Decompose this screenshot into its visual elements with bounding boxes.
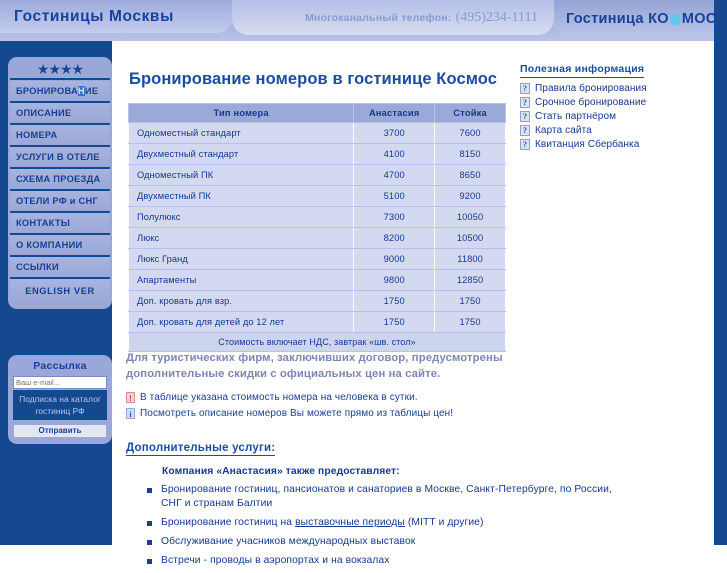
extra-service-link[interactable]: выставочные периоды — [295, 517, 405, 528]
cell-price-stoika: 8650 — [435, 165, 506, 186]
cell-price-stoika: 1750 — [435, 291, 506, 312]
table-row[interactable] — [129, 291, 506, 312]
column-header-stoika: Стойка — [435, 104, 506, 123]
info-icon: i — [126, 408, 135, 419]
bullet-square-icon — [147, 488, 152, 493]
note-text: В таблице указана стоимость номера на человека в сутки. — [140, 392, 418, 403]
cosmos-dot-icon — [670, 14, 681, 25]
cell-room-type: Полулюкс — [129, 207, 354, 228]
sidebar-item-label: ОПИСАНИЕ — [16, 108, 72, 118]
menu-items-container — [8, 81, 112, 303]
phone-label: Многоканальный телефон: — [305, 11, 452, 24]
table-header-row — [129, 104, 506, 123]
sidebar-item-label: БРОНИРОВАНИЕ — [16, 86, 99, 96]
cell-price-stoika: 7600 — [435, 123, 506, 144]
cell-price-anastasia: 1750 — [354, 312, 435, 333]
table-row[interactable] — [129, 207, 506, 228]
extra-service-item — [147, 554, 617, 568]
extra-service-text: Обслуживание учасников международных выставок — [161, 536, 416, 547]
question-mark-icon: ? — [520, 83, 530, 94]
cell-room-type: Люкс Гранд — [129, 249, 354, 270]
page-title: Бронирование номеров в гостинице Космос — [129, 70, 498, 89]
cell-price-anastasia: 4100 — [354, 144, 435, 165]
hotel-name-suffix: МОС — [681, 11, 717, 27]
useful-info-link-label: Стать партнёром — [535, 111, 617, 122]
column-header-anastasia: Анастасия — [354, 104, 435, 123]
header-band — [0, 0, 727, 41]
cell-price-anastasia: 1750 — [354, 291, 435, 312]
main-content-area — [112, 41, 714, 566]
sidebar-item-label: ССЫЛКИ — [16, 262, 59, 272]
useful-info-link-label: Срочное бронирование — [535, 97, 647, 108]
useful-info-link-label: Правила бронирования — [535, 83, 647, 94]
cell-price-anastasia: 5100 — [354, 186, 435, 207]
cell-price-stoika: 8150 — [435, 144, 506, 165]
sidebar-item-label: УСЛУГИ В ОТЕЛЕ — [16, 152, 100, 162]
main-navigation-menu — [8, 57, 112, 309]
sidebar-item-8[interactable] — [10, 257, 110, 279]
sidebar-item-1[interactable] — [10, 103, 110, 125]
extra-service-text[interactable]: Бронирование гостиниц на выставочные периоды (MITT и другие) — [161, 517, 484, 528]
note-row — [126, 407, 546, 420]
cell-price-stoika: 12850 — [435, 270, 506, 291]
cell-room-type: Доп. кровать для взр. — [129, 291, 354, 312]
cell-room-type: Люкс — [129, 228, 354, 249]
cell-price-anastasia: 9800 — [354, 270, 435, 291]
price-table — [128, 103, 506, 352]
phone-number: (495)234-1111 — [455, 9, 538, 25]
sidebar-item-5[interactable] — [10, 191, 110, 213]
extra-services-subtitle: Компания «Анастасия» также предоставляет: — [162, 466, 400, 477]
cell-price-stoika: 10500 — [435, 228, 506, 249]
sidebar-item-label: ОТЕЛИ РФ и СНГ — [16, 196, 98, 206]
cell-price-anastasia: 7300 — [354, 207, 435, 228]
question-mark-icon: ? — [520, 111, 530, 122]
useful-info-link-row[interactable] — [520, 83, 700, 94]
useful-info-link-label: Карта сайта — [535, 125, 592, 136]
sidebar-item-9[interactable] — [10, 279, 110, 303]
cell-price-stoika: 11800 — [435, 249, 506, 270]
sidebar-item-6[interactable] — [10, 213, 110, 235]
warning-icon: ! — [126, 392, 135, 403]
table-row[interactable] — [129, 144, 506, 165]
hotel-name — [566, 11, 717, 27]
cell-price-anastasia: 3700 — [354, 123, 435, 144]
star-rating — [10, 60, 110, 80]
cell-room-type: Доп. кровать для детей до 12 лет — [129, 312, 354, 333]
cell-price-anastasia: 8200 — [354, 228, 435, 249]
useful-info-link-row[interactable] — [520, 139, 700, 150]
table-row[interactable] — [129, 186, 506, 207]
cell-room-type: Двухместный ПК — [129, 186, 354, 207]
price-table-body — [129, 123, 506, 352]
hotel-name-prefix: Гостиница КО — [566, 11, 669, 27]
cell-price-anastasia: 4700 — [354, 165, 435, 186]
sidebar-item-4[interactable] — [10, 169, 110, 191]
cell-room-type: Двухместный стандарт — [129, 144, 354, 165]
table-row[interactable] — [129, 270, 506, 291]
useful-info-box — [520, 59, 700, 153]
table-footer-note: Стоимость включает НДС, завтрак «шв. стол» — [129, 333, 506, 352]
extra-service-item — [147, 483, 617, 511]
sidebar-item-3[interactable] — [10, 147, 110, 169]
column-header-type: Тип номера — [129, 104, 354, 123]
sidebar-item-label: СХЕМА ПРОЕЗДА — [16, 174, 101, 184]
sidebar-item-2[interactable] — [10, 125, 110, 147]
newsletter-title: Рассылка — [33, 360, 87, 372]
newsletter-panel — [8, 355, 112, 444]
extra-service-item — [147, 535, 617, 549]
extra-service-text: Бронирование гостиниц, пансионатов и санаториев в Москве, Санкт-Петербурге, по России, СНГ и странам Балтии — [161, 484, 612, 509]
bullet-square-icon — [147, 559, 152, 564]
note-text: Посмотреть описание номеров Вы можете прямо из таблицы цен! — [140, 408, 454, 419]
useful-info-links — [520, 83, 700, 150]
table-row[interactable] — [129, 249, 506, 270]
useful-info-link-row[interactable] — [520, 111, 700, 122]
extra-services-list — [147, 483, 617, 573]
right-blue-strip — [714, 41, 727, 545]
left-sidebar-background-lower — [0, 41, 8, 545]
useful-info-link-row[interactable] — [520, 125, 700, 136]
table-row[interactable] — [129, 228, 506, 249]
extra-service-text: Встречи - проводы в аэропортах и на вокзалах — [161, 555, 390, 566]
promo-text: Для туристических фирм, заключивших договор, предусмотрены дополнительные скидки с официальных цен на сайте. — [126, 352, 503, 381]
brand-tab[interactable] — [0, 0, 232, 33]
extra-services-title: Дополнительные услуги: — [126, 442, 276, 454]
newsletter-description: Подписка на каталог гостиниц РФ — [13, 390, 107, 420]
hotel-name-tab[interactable] — [554, 0, 717, 38]
notes-list — [126, 391, 546, 423]
sidebar-item-7[interactable] — [10, 235, 110, 257]
sidebar-item-label: КОНТАКТЫ — [16, 218, 71, 228]
bullet-square-icon — [147, 521, 152, 526]
question-mark-icon: ? — [520, 97, 530, 108]
table-footer-row — [129, 333, 506, 352]
sidebar-item-label: О КОМПАНИИ — [16, 240, 83, 250]
question-mark-icon: ? — [520, 125, 530, 136]
useful-info-title: Полезная информация — [520, 63, 644, 78]
cell-room-type: Одноместный ПК — [129, 165, 354, 186]
table-row[interactable] — [129, 165, 506, 186]
cell-price-stoika: 10050 — [435, 207, 506, 228]
bullet-square-icon — [147, 540, 152, 545]
note-row — [126, 391, 546, 404]
cell-price-stoika: 9200 — [435, 186, 506, 207]
sidebar-item-label: ENGLISH VER — [25, 286, 95, 296]
phone-tab — [232, 0, 554, 35]
useful-info-link-label: Квитанция Сбербанка — [535, 139, 640, 150]
sidebar-item-label: НОМЕРА — [16, 130, 58, 140]
table-row[interactable] — [129, 312, 506, 333]
extra-service-item — [147, 516, 617, 530]
star-rating-glyphs: ★★★★ — [36, 60, 84, 77]
brand-title: Гостиницы Москвы — [14, 7, 174, 25]
cell-room-type: Одноместный стандарт — [129, 123, 354, 144]
cell-room-type: Апартаменты — [129, 270, 354, 291]
newsletter-email-input[interactable] — [13, 376, 107, 389]
sidebar-item-0[interactable] — [10, 81, 110, 103]
cell-price-stoika: 1750 — [435, 312, 506, 333]
newsletter-submit-button[interactable]: Отправить — [13, 424, 107, 438]
table-row[interactable] — [129, 123, 506, 144]
question-mark-icon: ? — [520, 139, 530, 150]
cell-price-anastasia: 9000 — [354, 249, 435, 270]
useful-info-link-row[interactable] — [520, 97, 700, 108]
